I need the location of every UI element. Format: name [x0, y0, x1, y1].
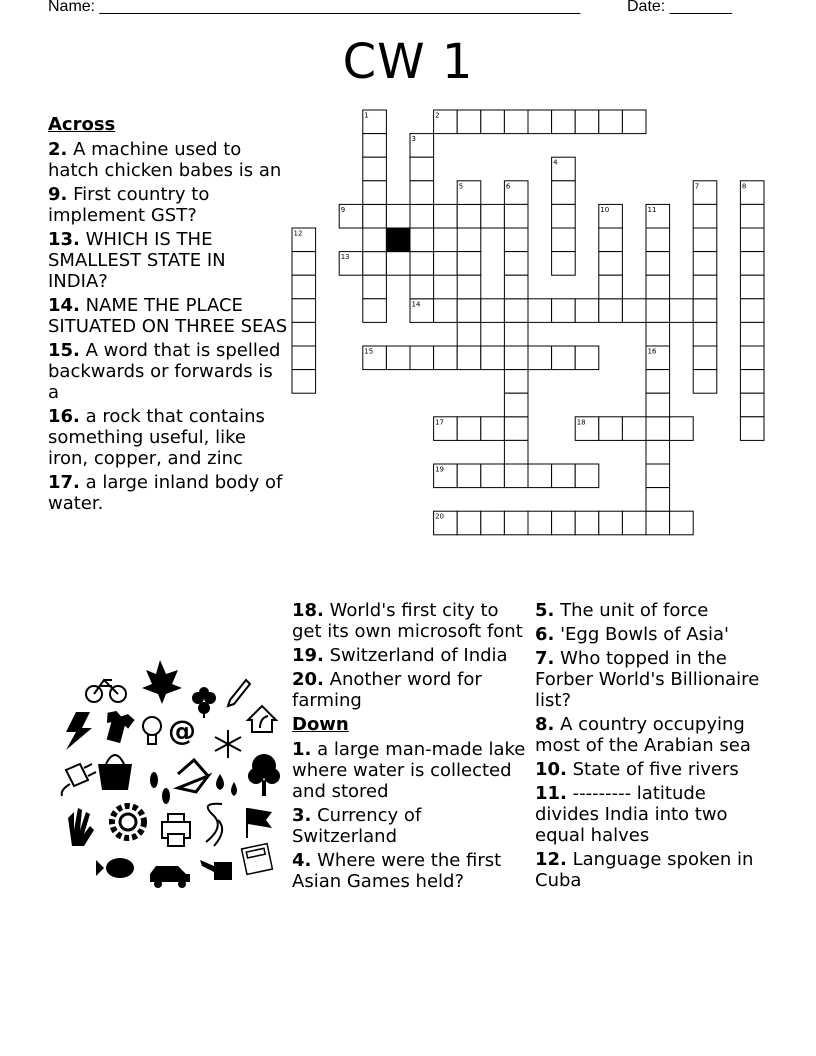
car-icon: [150, 866, 190, 888]
recycle-icon: [178, 760, 208, 792]
grid-cell-number: 14: [411, 300, 421, 309]
flag-icon: [246, 808, 272, 838]
lightning-icon: [66, 712, 92, 750]
clue-down: 6. 'Egg Bowls of Asia': [535, 624, 729, 645]
grid-cell-number: 11: [647, 205, 657, 214]
lightbulb-icon: [143, 717, 161, 744]
house-leaf-icon: [248, 706, 276, 732]
clue-down: 11. --------- latitude divides India into two equal halves: [535, 783, 728, 846]
grid-cell-number: 1: [364, 111, 369, 120]
clue-across: 19. Switzerland of India: [292, 645, 508, 666]
grid-cell-number: 8: [741, 182, 747, 191]
grid-cell-number: 10: [600, 205, 610, 214]
at-sign-icon: [168, 714, 196, 747]
grid-cell-number: 20: [435, 512, 445, 521]
calculator-icon: [242, 844, 273, 875]
grid-cell-number: 12: [293, 229, 303, 238]
clue-across: 9. First country to implement GST?: [48, 184, 210, 226]
grid-cell-number: 6: [505, 182, 511, 191]
maple-leaf-icon: [142, 660, 182, 704]
clue-across: 18. World's first city to get its own microsoft font: [292, 600, 523, 642]
clue-across: 15. A word that is spelled backwards or forwards is a: [48, 340, 281, 403]
clue-down: 7. Who topped in the Forber World's Billionaire list?: [535, 648, 760, 711]
grid-cell-number: 5: [458, 182, 464, 191]
tshirt-icon: [101, 709, 136, 745]
footprints-icon: [150, 772, 170, 804]
clue-down: 3. Currency of Switzerland: [292, 805, 422, 847]
clue-down: 10. State of five rivers: [535, 759, 739, 780]
clue-down: 1. a large man-made lake where water is collected and stored: [292, 739, 526, 802]
hand-icon: [68, 808, 94, 846]
page-title: CW 1: [342, 34, 474, 90]
grid-cell-number: 2: [435, 111, 440, 120]
water-drops-icon: [216, 774, 237, 796]
grid-cell-number: 13: [340, 253, 350, 262]
svg-text:@: @: [168, 714, 196, 747]
clue-across: 2. A machine used to hatch chicken babes is an: [48, 139, 282, 181]
clue-down: 5. The unit of force: [535, 600, 709, 621]
pencil-icon: [228, 680, 250, 706]
grid-cell-number: 19: [435, 465, 445, 474]
down-heading: Down: [292, 714, 349, 735]
grid-cell-number: 3: [411, 135, 416, 144]
grid-cell-number: 7: [694, 182, 700, 191]
clue-across: 13. WHICH IS THE SMALLEST STATE IN INDIA?: [48, 229, 226, 292]
bicycle-icon: [86, 680, 126, 702]
snowflake-icon: [215, 730, 241, 758]
fish-icon: [96, 858, 134, 878]
grid-cell-number: 17: [435, 418, 445, 427]
across-heading: Across: [48, 114, 116, 135]
watering-can-icon: [200, 860, 232, 880]
clue-down: 8. A country occupying most of the Arabian sea: [535, 714, 751, 756]
grid-cell-number: 18: [576, 418, 586, 427]
plug-icon: [62, 764, 96, 796]
printer-icon: [162, 814, 190, 846]
clue-down: 12. Language spoken in Cuba: [535, 849, 754, 891]
date-line: Date: _______: [627, 0, 732, 15]
clue-down: 4. Where were the first Asian Games held?: [292, 850, 502, 892]
clue-across: 14. NAME THE PLACE SITUATED ON THREE SEAS: [48, 295, 288, 337]
clue-across: 20. Another word for farming: [292, 669, 482, 711]
name-line: Name: ______________________________________________________: [48, 0, 581, 15]
dna-icon: [206, 804, 222, 846]
grid-cell-number: 16: [647, 347, 657, 356]
grid-cell-number: 15: [364, 347, 374, 356]
grid-cell-number: 9: [340, 205, 346, 214]
clue-across: 17. a large inland body of water.: [48, 472, 283, 514]
clue-across: 16. a rock that contains something useful, like iron, copper, and zinc: [48, 406, 265, 469]
tree-icon: [248, 754, 280, 796]
grid-cell-number: 4: [553, 158, 558, 167]
shopping-bag-icon: [98, 755, 132, 790]
gear-icon: [112, 806, 144, 838]
